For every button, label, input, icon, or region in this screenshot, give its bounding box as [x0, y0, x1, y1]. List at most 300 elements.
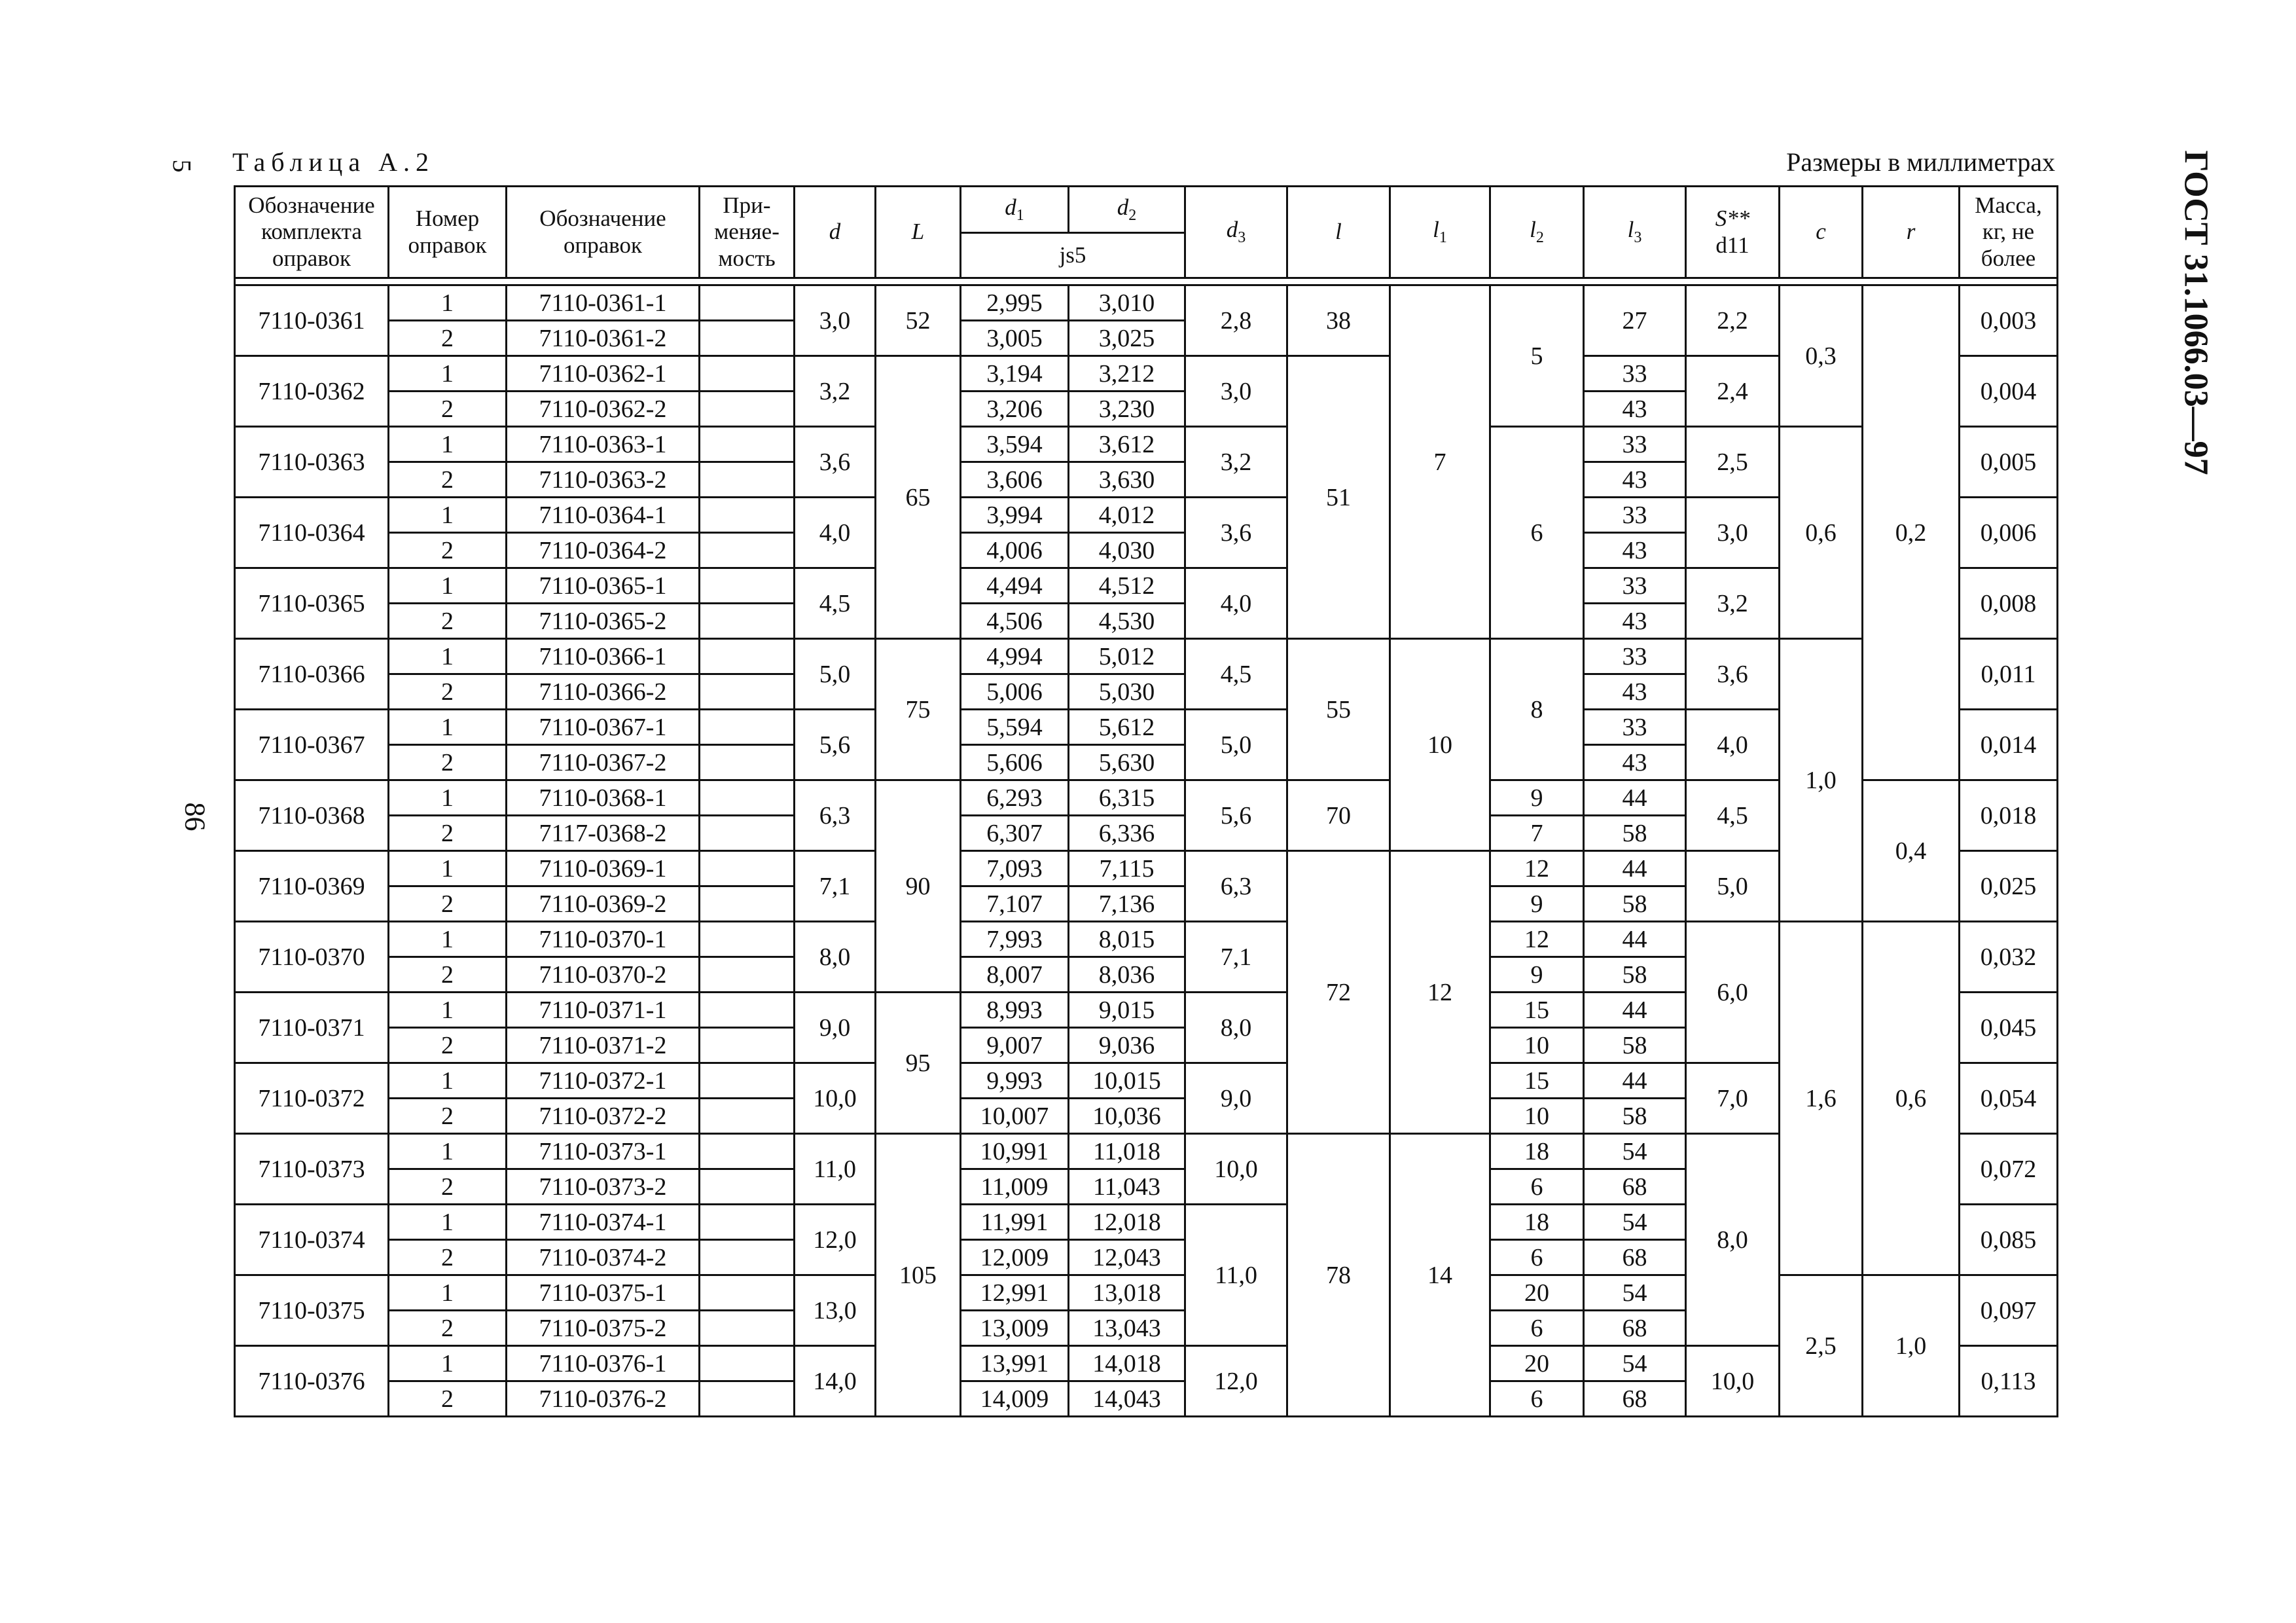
cell-mass: 0,113 — [1960, 1346, 2058, 1417]
cell-l2: 6 — [1490, 1381, 1584, 1417]
cell-d3: 5,0 — [1185, 710, 1287, 780]
cell-l: 51 — [1287, 356, 1390, 639]
cell-number: 2 — [389, 886, 507, 922]
cell-applicability — [700, 321, 795, 356]
cell-applicability — [700, 1169, 795, 1205]
cell-d2: 6,315 — [1069, 780, 1185, 816]
cell-applicability — [700, 356, 795, 392]
cell-designation: 7110-0365-2 — [507, 604, 700, 639]
cell-d1: 12,991 — [961, 1275, 1069, 1311]
cell-d1: 3,606 — [961, 462, 1069, 498]
cell-l3: 43 — [1584, 604, 1686, 639]
cell-d2: 11,043 — [1069, 1169, 1185, 1205]
cell-d1: 5,594 — [961, 710, 1069, 745]
cell-d2: 3,230 — [1069, 392, 1185, 427]
cell-set: 7110-0366 — [235, 639, 389, 710]
cell-number: 2 — [389, 957, 507, 993]
cell-d1: 5,606 — [961, 745, 1069, 780]
cell-l3: 33 — [1584, 639, 1686, 674]
cell-l1: 12 — [1390, 851, 1490, 1134]
cell-mass: 0,054 — [1960, 1063, 2058, 1134]
cell-d2: 9,015 — [1069, 993, 1185, 1028]
cell-d1: 7,993 — [961, 922, 1069, 957]
cell-l3: 33 — [1584, 710, 1686, 745]
cell-c: 1,0 — [1780, 639, 1863, 922]
cell-d2: 13,018 — [1069, 1275, 1185, 1311]
cell-mass: 0,032 — [1960, 922, 2058, 993]
col-mandrel-designation: Обозначение оправок — [507, 187, 700, 278]
cell-l3: 68 — [1584, 1311, 1686, 1346]
cell-d2: 13,043 — [1069, 1311, 1185, 1346]
cell-applicability — [700, 1063, 795, 1099]
cell-set: 7110-0363 — [235, 427, 389, 498]
cell-d3: 3,2 — [1185, 427, 1287, 498]
cell-d2: 5,012 — [1069, 639, 1185, 674]
col-l1: $l_1$ — [1390, 187, 1490, 278]
col-d3: $d_3$ — [1185, 187, 1287, 278]
cell-l2: 7 — [1490, 816, 1584, 851]
cell-d: 5,0 — [795, 639, 876, 710]
cell-d1: 8,993 — [961, 993, 1069, 1028]
cell-applicability — [700, 1275, 795, 1311]
cell-d3: 6,3 — [1185, 851, 1287, 922]
table-row — [235, 639, 2058, 674]
cell-d1: 12,009 — [961, 1240, 1069, 1275]
cell-number: 1 — [389, 427, 507, 462]
cell-l3: 58 — [1584, 886, 1686, 922]
col-r: r — [1863, 187, 1960, 278]
cell-number: 1 — [389, 710, 507, 745]
cell-d3: 5,6 — [1185, 780, 1287, 851]
cell-applicability — [700, 780, 795, 816]
cell-applicability — [700, 498, 795, 533]
cell-designation: 7110-0373-2 — [507, 1169, 700, 1205]
cell-d: 11,0 — [795, 1134, 876, 1205]
cell-d3: 12,0 — [1185, 1346, 1287, 1417]
cell-d: 14,0 — [795, 1346, 876, 1417]
cell-l2: 12 — [1490, 851, 1584, 886]
cell-l2: 15 — [1490, 993, 1584, 1028]
cell-d2: 5,630 — [1069, 745, 1185, 780]
cell-l3: 44 — [1584, 780, 1686, 816]
cell-set: 7110-0369 — [235, 851, 389, 922]
cell-number: 1 — [389, 1346, 507, 1381]
col-tolerance: js5 — [961, 233, 1185, 278]
cell-set: 7110-0376 — [235, 1346, 389, 1417]
cell-number: 2 — [389, 1028, 507, 1063]
page-number: 86 — [179, 802, 211, 831]
units-note: Размеры в миллиметрах — [1786, 147, 2055, 177]
cell-S: 6,0 — [1686, 922, 1780, 1063]
cell-d2: 11,018 — [1069, 1134, 1185, 1169]
standard-designation: ГОСТ 31.1066.03—97 — [2177, 150, 2215, 475]
cell-l2: 20 — [1490, 1346, 1584, 1381]
cell-r: 0,6 — [1863, 922, 1960, 1275]
cell-d1: 7,093 — [961, 851, 1069, 886]
cell-number: 2 — [389, 674, 507, 710]
cell-d1: 4,994 — [961, 639, 1069, 674]
cell-d: 12,0 — [795, 1205, 876, 1275]
col-d2: $d_2$ — [1069, 187, 1185, 233]
cell-S: 7,0 — [1686, 1063, 1780, 1134]
cell-applicability — [700, 1134, 795, 1169]
cell-l: 72 — [1287, 851, 1390, 1134]
cell-applicability — [700, 886, 795, 922]
cell-set: 7110-0372 — [235, 1063, 389, 1134]
cell-l3: 68 — [1584, 1240, 1686, 1275]
cell-l: 38 — [1287, 285, 1390, 356]
cell-l2: 9 — [1490, 957, 1584, 993]
cell-d3: 3,0 — [1185, 356, 1287, 427]
cell-d1: 6,293 — [961, 780, 1069, 816]
cell-designation: 7110-0371-1 — [507, 993, 700, 1028]
cell-number: 1 — [389, 993, 507, 1028]
cell-applicability — [700, 392, 795, 427]
cell-d3: 4,0 — [1185, 568, 1287, 639]
cell-d1: 8,007 — [961, 957, 1069, 993]
cell-d: 10,0 — [795, 1063, 876, 1134]
cell-number: 1 — [389, 356, 507, 392]
cell-designation: 7110-0361-1 — [507, 285, 700, 321]
cell-d3: 8,0 — [1185, 993, 1287, 1063]
cell-l3: 54 — [1584, 1275, 1686, 1311]
cell-d2: 5,030 — [1069, 674, 1185, 710]
cell-l3: 43 — [1584, 745, 1686, 780]
cell-d1: 11,991 — [961, 1205, 1069, 1240]
cell-l2: 6 — [1490, 1169, 1584, 1205]
cell-number: 2 — [389, 533, 507, 568]
cell-number: 2 — [389, 1169, 507, 1205]
cell-d1: 10,007 — [961, 1099, 1069, 1134]
cell-set: 7110-0367 — [235, 710, 389, 780]
cell-S: 8,0 — [1686, 1134, 1780, 1346]
table-row — [235, 1275, 2058, 1311]
cell-l2: 20 — [1490, 1275, 1584, 1311]
cell-set: 7110-0368 — [235, 780, 389, 851]
cell-set: 7110-0375 — [235, 1275, 389, 1346]
cell-mass: 0,085 — [1960, 1205, 2058, 1275]
cell-designation: 7110-0362-1 — [507, 356, 700, 392]
cell-number: 1 — [389, 780, 507, 816]
cell-designation: 7117-0368-2 — [507, 816, 700, 851]
cell-number: 2 — [389, 462, 507, 498]
cell-l3: 43 — [1584, 462, 1686, 498]
cell-number: 1 — [389, 1063, 507, 1099]
table-row — [235, 922, 2058, 957]
cell-l1: 14 — [1390, 1134, 1490, 1417]
cell-d1: 9,007 — [961, 1028, 1069, 1063]
cell-d2: 3,212 — [1069, 356, 1185, 392]
cell-l3: 68 — [1584, 1381, 1686, 1417]
cell-d3: 4,5 — [1185, 639, 1287, 710]
cell-l3: 44 — [1584, 1063, 1686, 1099]
cell-d3: 11,0 — [1185, 1205, 1287, 1346]
cell-L: 95 — [876, 993, 961, 1134]
cell-d: 3,2 — [795, 356, 876, 427]
cell-l3: 54 — [1584, 1346, 1686, 1381]
cell-d3: 9,0 — [1185, 1063, 1287, 1134]
cell-l: 78 — [1287, 1134, 1390, 1417]
cell-designation: 7110-0375-1 — [507, 1275, 700, 1311]
col-mass: Масса, кг, не более — [1960, 187, 2058, 278]
cell-designation: 7110-0374-1 — [507, 1205, 700, 1240]
cell-designation: 7110-0374-2 — [507, 1240, 700, 1275]
cell-d3: 10,0 — [1185, 1134, 1287, 1205]
cell-designation: 7110-0364-2 — [507, 533, 700, 568]
cell-designation: 7110-0363-2 — [507, 462, 700, 498]
cell-d2: 12,018 — [1069, 1205, 1185, 1240]
cell-l3: 33 — [1584, 356, 1686, 392]
cell-number: 1 — [389, 1134, 507, 1169]
cell-set: 7110-0371 — [235, 993, 389, 1063]
cell-mass: 0,008 — [1960, 568, 2058, 639]
cell-mass: 0,006 — [1960, 498, 2058, 568]
cell-S: 4,5 — [1686, 780, 1780, 851]
cell-d2: 3,010 — [1069, 285, 1185, 321]
cell-designation: 7110-0369-1 — [507, 851, 700, 886]
cell-d2: 14,018 — [1069, 1346, 1185, 1381]
cell-L: 105 — [876, 1134, 961, 1417]
cell-designation: 7110-0370-2 — [507, 957, 700, 993]
cell-number: 1 — [389, 851, 507, 886]
cell-l2: 12 — [1490, 922, 1584, 957]
cell-designation: 7110-0363-1 — [507, 427, 700, 462]
cell-l2: 8 — [1490, 639, 1584, 780]
cell-l3: 54 — [1584, 1134, 1686, 1169]
cell-l3: 58 — [1584, 1099, 1686, 1134]
cell-d2: 3,612 — [1069, 427, 1185, 462]
cell-l3: 44 — [1584, 851, 1686, 886]
cell-applicability — [700, 462, 795, 498]
cell-number: 2 — [389, 1240, 507, 1275]
cell-l3: 43 — [1584, 533, 1686, 568]
cell-r: 1,0 — [1863, 1275, 1960, 1417]
cell-d: 8,0 — [795, 922, 876, 993]
cell-d2: 5,612 — [1069, 710, 1185, 745]
cell-d1: 14,009 — [961, 1381, 1069, 1417]
cell-d2: 4,030 — [1069, 533, 1185, 568]
cell-d1: 3,206 — [961, 392, 1069, 427]
cell-number: 1 — [389, 639, 507, 674]
cell-d2: 4,530 — [1069, 604, 1185, 639]
cell-applicability — [700, 568, 795, 604]
cell-applicability — [700, 851, 795, 886]
cell-d: 6,3 — [795, 780, 876, 851]
cell-L: 90 — [876, 780, 961, 993]
cell-l3: 58 — [1584, 816, 1686, 851]
cell-number: 1 — [389, 922, 507, 957]
cell-S: 3,2 — [1686, 568, 1780, 639]
cell-d1: 13,009 — [961, 1311, 1069, 1346]
cell-designation: 7110-0376-2 — [507, 1381, 700, 1417]
cell-L: 52 — [876, 285, 961, 356]
cell-set: 7110-0365 — [235, 568, 389, 639]
cell-designation: 7110-0366-2 — [507, 674, 700, 710]
cell-S: 5,0 — [1686, 851, 1780, 922]
cell-applicability — [700, 1346, 795, 1381]
cell-applicability — [700, 533, 795, 568]
cell-set: 7110-0373 — [235, 1134, 389, 1205]
cell-number: 1 — [389, 568, 507, 604]
cell-mass: 0,011 — [1960, 639, 2058, 710]
cell-number: 2 — [389, 392, 507, 427]
cell-number: 2 — [389, 604, 507, 639]
cell-d2: 7,136 — [1069, 886, 1185, 922]
cell-d3: 3,6 — [1185, 498, 1287, 568]
cell-number: 2 — [389, 1311, 507, 1346]
cell-l2: 15 — [1490, 1063, 1584, 1099]
col-c: c — [1780, 187, 1863, 278]
cell-d1: 7,107 — [961, 886, 1069, 922]
col-L: L — [876, 187, 961, 278]
cell-d1: 3,594 — [961, 427, 1069, 462]
cell-designation: 7110-0361-2 — [507, 321, 700, 356]
cell-l3: 27 — [1584, 285, 1686, 356]
cell-d3: 2,8 — [1185, 285, 1287, 356]
cell-d1: 4,006 — [961, 533, 1069, 568]
cell-number: 1 — [389, 285, 507, 321]
cell-designation: 7110-0369-2 — [507, 886, 700, 922]
cell-d2: 12,043 — [1069, 1240, 1185, 1275]
col-l2: $l_2$ — [1490, 187, 1584, 278]
cell-applicability — [700, 604, 795, 639]
col-d1: $d_1$ — [961, 187, 1069, 233]
cell-L: 65 — [876, 356, 961, 639]
cell-applicability — [700, 816, 795, 851]
cell-d: 5,6 — [795, 710, 876, 780]
cell-applicability — [700, 1311, 795, 1346]
cell-S: 10,0 — [1686, 1346, 1780, 1417]
cell-l3: 44 — [1584, 922, 1686, 957]
cell-applicability — [700, 674, 795, 710]
cell-d1: 11,009 — [961, 1169, 1069, 1205]
cell-set: 7110-0362 — [235, 356, 389, 427]
cell-number: 1 — [389, 1275, 507, 1311]
cell-number: 1 — [389, 1205, 507, 1240]
cell-designation: 7110-0368-1 — [507, 780, 700, 816]
cell-applicability — [700, 993, 795, 1028]
cell-l2: 6 — [1490, 1240, 1584, 1275]
cell-l2: 9 — [1490, 780, 1584, 816]
cell-l: 70 — [1287, 780, 1390, 851]
cell-d1: 2,995 — [961, 285, 1069, 321]
cell-set: 7110-0374 — [235, 1205, 389, 1275]
cell-mass: 0,014 — [1960, 710, 2058, 780]
cell-d1: 5,006 — [961, 674, 1069, 710]
cell-mass: 0,045 — [1960, 993, 2058, 1063]
cell-d2: 14,043 — [1069, 1381, 1185, 1417]
cell-designation: 7110-0364-1 — [507, 498, 700, 533]
cell-d2: 4,512 — [1069, 568, 1185, 604]
cell-designation: 7110-0366-1 — [507, 639, 700, 674]
cell-designation: 7110-0367-2 — [507, 745, 700, 780]
cell-l2: 9 — [1490, 886, 1584, 922]
col-d: d — [795, 187, 876, 278]
cell-mass: 0,003 — [1960, 285, 2058, 356]
cell-r: 0,2 — [1863, 285, 1960, 780]
cell-l2: 18 — [1490, 1134, 1584, 1169]
cell-d1: 3,194 — [961, 356, 1069, 392]
cell-applicability — [700, 1099, 795, 1134]
cell-number: 2 — [389, 745, 507, 780]
cell-number: 2 — [389, 321, 507, 356]
cell-mass: 0,072 — [1960, 1134, 2058, 1205]
cell-applicability — [700, 1205, 795, 1240]
cell-applicability — [700, 1381, 795, 1417]
cell-l2: 6 — [1490, 1311, 1584, 1346]
cell-S: 2,5 — [1686, 427, 1780, 498]
cell-d2: 3,025 — [1069, 321, 1185, 356]
cell-d2: 4,012 — [1069, 498, 1185, 533]
cell-set: 7110-0361 — [235, 285, 389, 356]
cell-applicability — [700, 745, 795, 780]
table-body — [235, 278, 2058, 1417]
cell-l2: 18 — [1490, 1205, 1584, 1240]
col-S: S** d11 — [1686, 187, 1780, 278]
cell-designation: 7110-0372-2 — [507, 1099, 700, 1134]
cell-l3: 68 — [1584, 1169, 1686, 1205]
cell-c: 0,6 — [1780, 427, 1863, 639]
cell-d: 4,5 — [795, 568, 876, 639]
cell-l3: 54 — [1584, 1205, 1686, 1240]
cell-c: 2,5 — [1780, 1275, 1863, 1417]
cell-applicability — [700, 922, 795, 957]
cell-S: 2,2 — [1686, 285, 1780, 356]
cell-S: 3,6 — [1686, 639, 1780, 710]
cell-designation: 7110-0362-2 — [507, 392, 700, 427]
side-number: 5 — [167, 159, 197, 173]
cell-S: 2,4 — [1686, 356, 1780, 427]
cell-d1: 10,991 — [961, 1134, 1069, 1169]
cell-l2: 10 — [1490, 1099, 1584, 1134]
cell-d1: 3,994 — [961, 498, 1069, 533]
header-separator — [235, 278, 2058, 285]
cell-l3: 33 — [1584, 498, 1686, 533]
cell-applicability — [700, 427, 795, 462]
cell-l2: 6 — [1490, 427, 1584, 639]
cell-L: 75 — [876, 639, 961, 780]
cell-d1: 13,991 — [961, 1346, 1069, 1381]
cell-l3: 44 — [1584, 993, 1686, 1028]
cell-d2: 8,015 — [1069, 922, 1185, 957]
cell-designation: 7110-0371-2 — [507, 1028, 700, 1063]
cell-designation: 7110-0372-1 — [507, 1063, 700, 1099]
cell-r: 0,4 — [1863, 780, 1960, 922]
cell-l: 55 — [1287, 639, 1390, 780]
cell-d1: 3,005 — [961, 321, 1069, 356]
cell-d3: 7,1 — [1185, 922, 1287, 993]
cell-mass: 0,097 — [1960, 1275, 2058, 1346]
cell-d: 4,0 — [795, 498, 876, 568]
cell-l2: 5 — [1490, 285, 1584, 427]
table-label: Таблица А.2 — [232, 147, 435, 177]
cell-l3: 43 — [1584, 392, 1686, 427]
cell-d2: 3,630 — [1069, 462, 1185, 498]
cell-S: 4,0 — [1686, 710, 1780, 780]
cell-c: 1,6 — [1780, 922, 1863, 1275]
col-l3: $l_3$ — [1584, 187, 1686, 278]
cell-designation: 7110-0365-1 — [507, 568, 700, 604]
cell-mass: 0,025 — [1960, 851, 2058, 922]
cell-designation: 7110-0370-1 — [507, 922, 700, 957]
cell-c: 0,3 — [1780, 285, 1863, 427]
cell-number: 1 — [389, 498, 507, 533]
col-applicability: При-меняе-мость — [700, 187, 795, 278]
table-row — [235, 427, 2058, 462]
cell-number: 2 — [389, 1381, 507, 1417]
cell-d: 3,6 — [795, 427, 876, 498]
cell-l2: 10 — [1490, 1028, 1584, 1063]
